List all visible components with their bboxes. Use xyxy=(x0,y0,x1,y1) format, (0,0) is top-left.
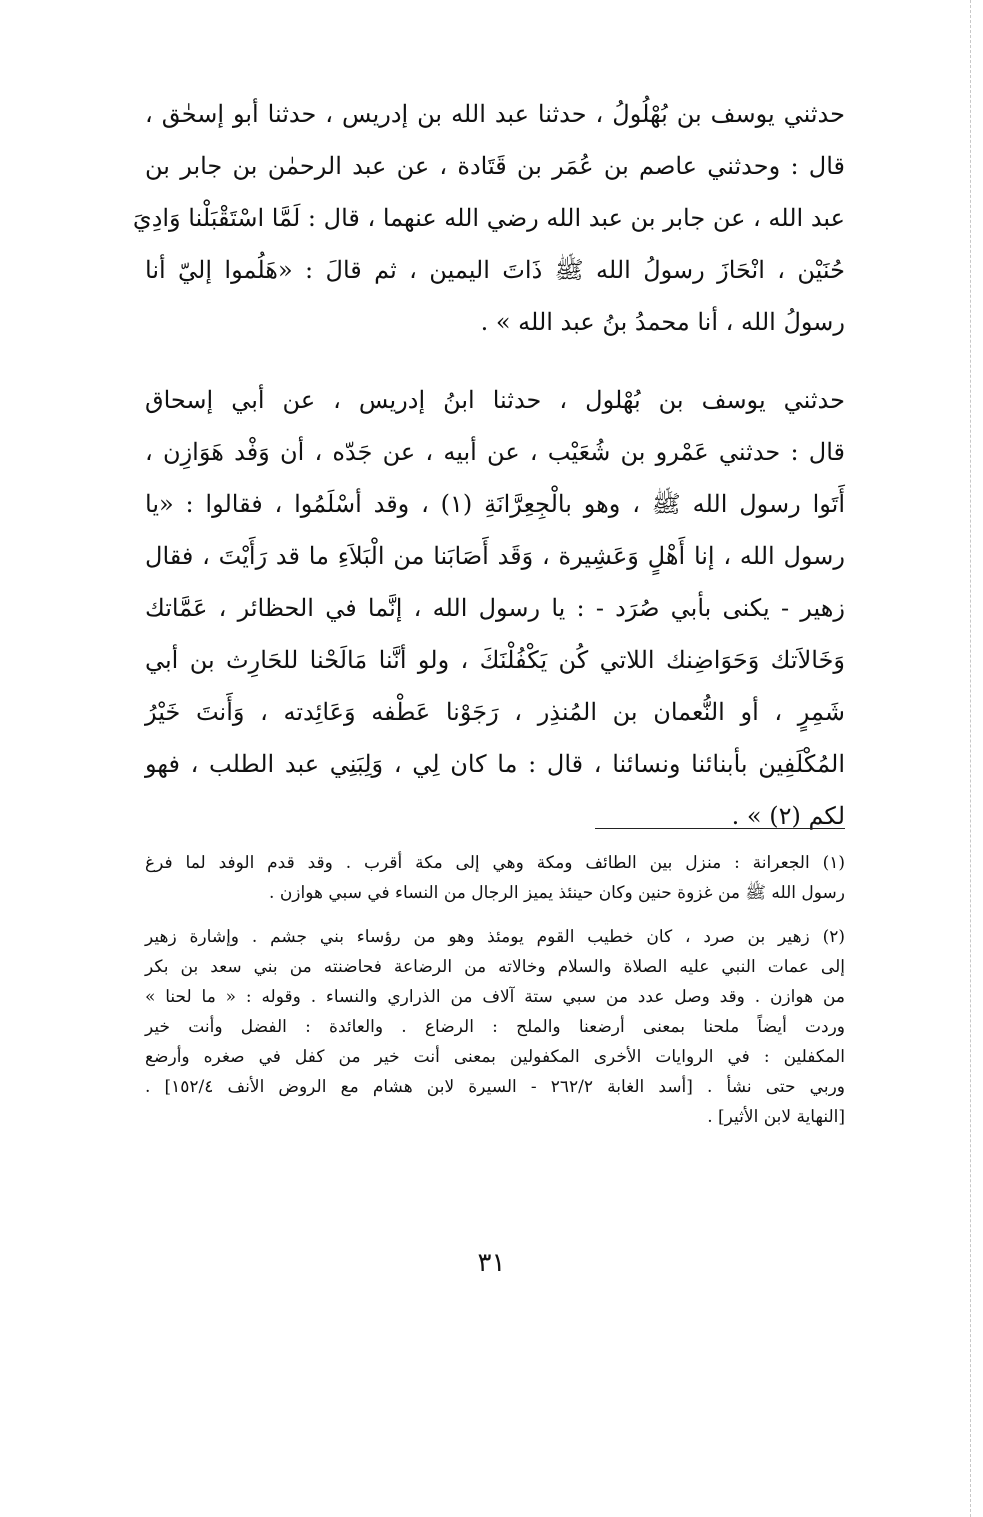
text-line: قال : وحدثني عاصم بن عُمَر بن قَتَادة ، عن عبد الرحمٰن بن جابر بن xyxy=(145,152,845,180)
text-line: رسول الله ، إنا أَهْلٍ وَعَشِيرة ، وَقَد أَصَابَنا من الْبَلاَءِ ما قد رَأَيْتَ ، فقال xyxy=(145,542,845,570)
page-number: ٣١ xyxy=(477,1248,506,1278)
text-line: زهير - يكنى بأبي صُرَد - : يا رسول الله ، إنَّما في الحظائر ، عَمَّاتك xyxy=(145,594,845,622)
footnote-line: (١) الجعرانة : منزل بين الطائف ومكة وهي إلى مكة أقرب . وقد قدم الوفد لما فرغ xyxy=(145,853,845,873)
footnote-1 xyxy=(145,848,845,908)
footnote-line: من هوازن . وقد وصل عدد من سبي ستة آلاف من الذراري والنساء . وقوله : « ما لحنا » xyxy=(145,987,845,1007)
text-line: حدثني يوسف بن بُهْلُولُ ، حدثنا عبد الله بن إدريس ، حدثنا أبو إسحٰق ، xyxy=(145,100,845,128)
footnote-line: المكفلين : في الروايات الأخرى المكفولين بمعنى أنت خير من كفل في صغره وأرضع xyxy=(145,1047,845,1067)
paragraph-hadith-1 xyxy=(132,88,845,348)
footnote-line: إلى عمات النبي عليه الصلاة والسلام وخالاته من الرضاعة فحاضنته من بني سعد بن بكر xyxy=(145,957,845,977)
text-line: أَتَوا رسول الله ﷺ ، وهو بالْجِعِرَّانَةِ (١) ، وقد أسْلَمُوا ، فقالوا : «يا xyxy=(145,490,845,518)
paragraph-hadith-2 xyxy=(145,374,845,842)
scan-edge-line xyxy=(970,0,971,1517)
footnote-2 xyxy=(145,922,845,1132)
text-line: قال : حدثني عَمْرو بن شُعَيْب ، عن أبيه ، عن جَدّه ، أن وَفْد هَوَازِن ، xyxy=(145,438,845,466)
text-line: المُكْلَفِين بأبنائنا ونسائنا ، قال : ما كان لِي ، وَلِبَنِي عبد الطلب ، فهو xyxy=(145,750,845,778)
text-line: حُنَيْن ، انْحَازَ رسولُ الله ﷺ ذَاتَ اليمين ، ثم قالَ : «هَلُموا إليّ أنا xyxy=(145,256,845,284)
footnote-line: [النهاية لابن الأثير] . xyxy=(707,1107,845,1127)
footnote-separator xyxy=(595,828,845,829)
text-line: حدثني يوسف بن بُهْلول ، حدثنا ابنُ إدريس ، عن أبي إسحاق xyxy=(145,386,845,414)
footnotes xyxy=(145,848,845,1146)
main-text xyxy=(132,88,845,868)
text-line: عبد الله ، عن جابر بن عبد الله رضي الله عنهما ، قال : لَمَّا اسْتَقْبَلْنا وَادِيَ xyxy=(132,204,845,232)
footnote-line: رسول الله ﷺ من غزوة حنين وكان حينئذ يميز الرجال من النساء في سبي هوازن . xyxy=(269,883,845,903)
text-line: شَمِرٍ ، أو النُّعمان بن المُنذِر ، رَجَوْنا عَطْفه وَعَائِدته ، وَأَنتَ خَيْرُ xyxy=(145,698,845,726)
footnote-line: وربي حتى نشأ . [أسد الغابة ٢٦٢/٢ - السيرة لابن هشام مع الروض الأنف ١٥٢/٤] . xyxy=(145,1077,845,1097)
footnote-line: وردت أيضاً ملحنا بمعنى أرضعنا والملح : الرضاع . والعائدة : الفضل وأنت خير xyxy=(145,1017,845,1037)
text-line: وَخَالاَتك وَحَوَاضِنك اللاتي كُن يَكْفُلْنَكَ ، ولو أنَّنا مَالَحْنا للحَارِث بن أبي xyxy=(145,646,845,674)
text-line: لكم (٢) » . xyxy=(731,802,845,830)
text-line: رسولُ الله ، أنا محمدُ بنُ عبد الله » . xyxy=(480,308,845,336)
footnote-line: (٢) زهير بن صرد ، كان خطيب القوم يومئذ وهو من رؤساء بني جشم . وإشارة زهير xyxy=(145,927,845,947)
